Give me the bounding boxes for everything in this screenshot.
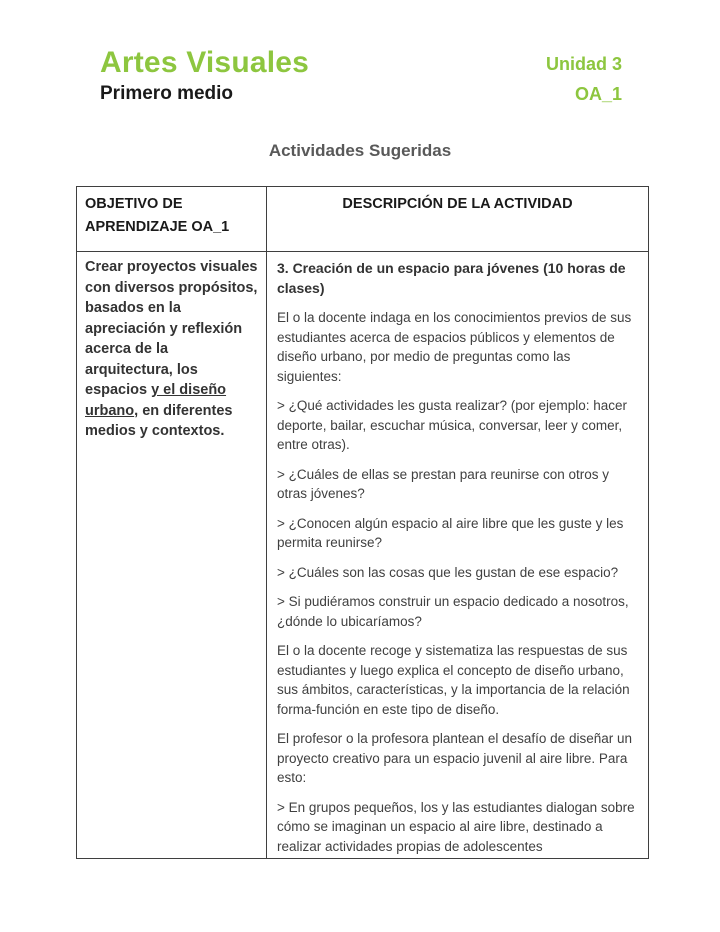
header-left bbox=[100, 46, 309, 106]
activity-question: > Si pudiéramos construir un espacio dedicado a nosotros, ¿dónde lo ubicaríamos? bbox=[277, 594, 629, 629]
oa-label: OA_1 bbox=[574, 84, 622, 104]
section-title: Actividades Sugeridas bbox=[268, 141, 452, 160]
objective-text-underlined: y el diseño urbano bbox=[85, 382, 227, 419]
activity-question: > ¿Conocen algún espacio al aire libre que les guste y les permita reunirse? bbox=[277, 515, 624, 550]
column-header-objective: OBJETIVO DE APRENDIZAJE OA_1 bbox=[77, 187, 267, 252]
activity-paragraph: El o la docente indaga en los conocimientos previos de sus estudiantes acerca de espacios públicos y elementos de diseño urbano, por medio de preguntas como las siguientes: bbox=[277, 310, 632, 384]
objective-text-before: Crear proyectos visuales con diversos propósitos, basados en la apreciación y reflexión acerca de la arquitectura, los espacios bbox=[85, 259, 258, 398]
activities-table bbox=[76, 186, 649, 859]
table-body-row bbox=[77, 252, 649, 859]
activity-question: > ¿Qué actividades les gusta realizar? (por ejemplo: hacer deporte, bailar, escuchar música, conversar, leer y comer, entre otras). bbox=[277, 398, 628, 452]
document-header bbox=[100, 46, 622, 106]
unit-label: Unidad 3 bbox=[545, 54, 622, 74]
header-right bbox=[546, 46, 622, 106]
objective-cell bbox=[77, 252, 267, 859]
column-header-activity: DESCRIPCIÓN DE LA ACTIVIDAD bbox=[267, 187, 649, 252]
activity-heading: 3. Creación de un espacio para jóvenes (10 horas de clases) bbox=[277, 260, 626, 296]
activity-paragraph: > En grupos pequeños, los y las estudiantes dialogan sobre cómo se imaginan un espacio al aire libre, destinado a realizar actividades propias de adolescentes bbox=[277, 799, 635, 854]
activity-question: > ¿Cuáles de ellas se prestan para reunirse con otros y otras jóvenes? bbox=[277, 466, 610, 501]
course-level: Primero medio bbox=[100, 83, 234, 104]
course-title: Artes Visuales bbox=[100, 46, 310, 79]
activity-cell bbox=[267, 252, 649, 859]
table-header-row bbox=[77, 187, 649, 252]
objective-text-after: , en diferentes medios y contextos. bbox=[85, 402, 233, 439]
activity-paragraph: El o la docente recoge y sistematiza las respuestas de sus estudiantes y luego explica el concepto de diseño urbano, sus ámbitos, características, y la importancia de la relación forma-función en este tipo de diseño. bbox=[277, 643, 630, 717]
activity-question: > ¿Cuáles son las cosas que les gustan de ese espacio? bbox=[277, 564, 619, 580]
activity-paragraph: El profesor o la profesora plantean el desafío de diseñar un proyecto creativo para un espacio juvenil al aire libre. Para esto: bbox=[277, 731, 632, 785]
